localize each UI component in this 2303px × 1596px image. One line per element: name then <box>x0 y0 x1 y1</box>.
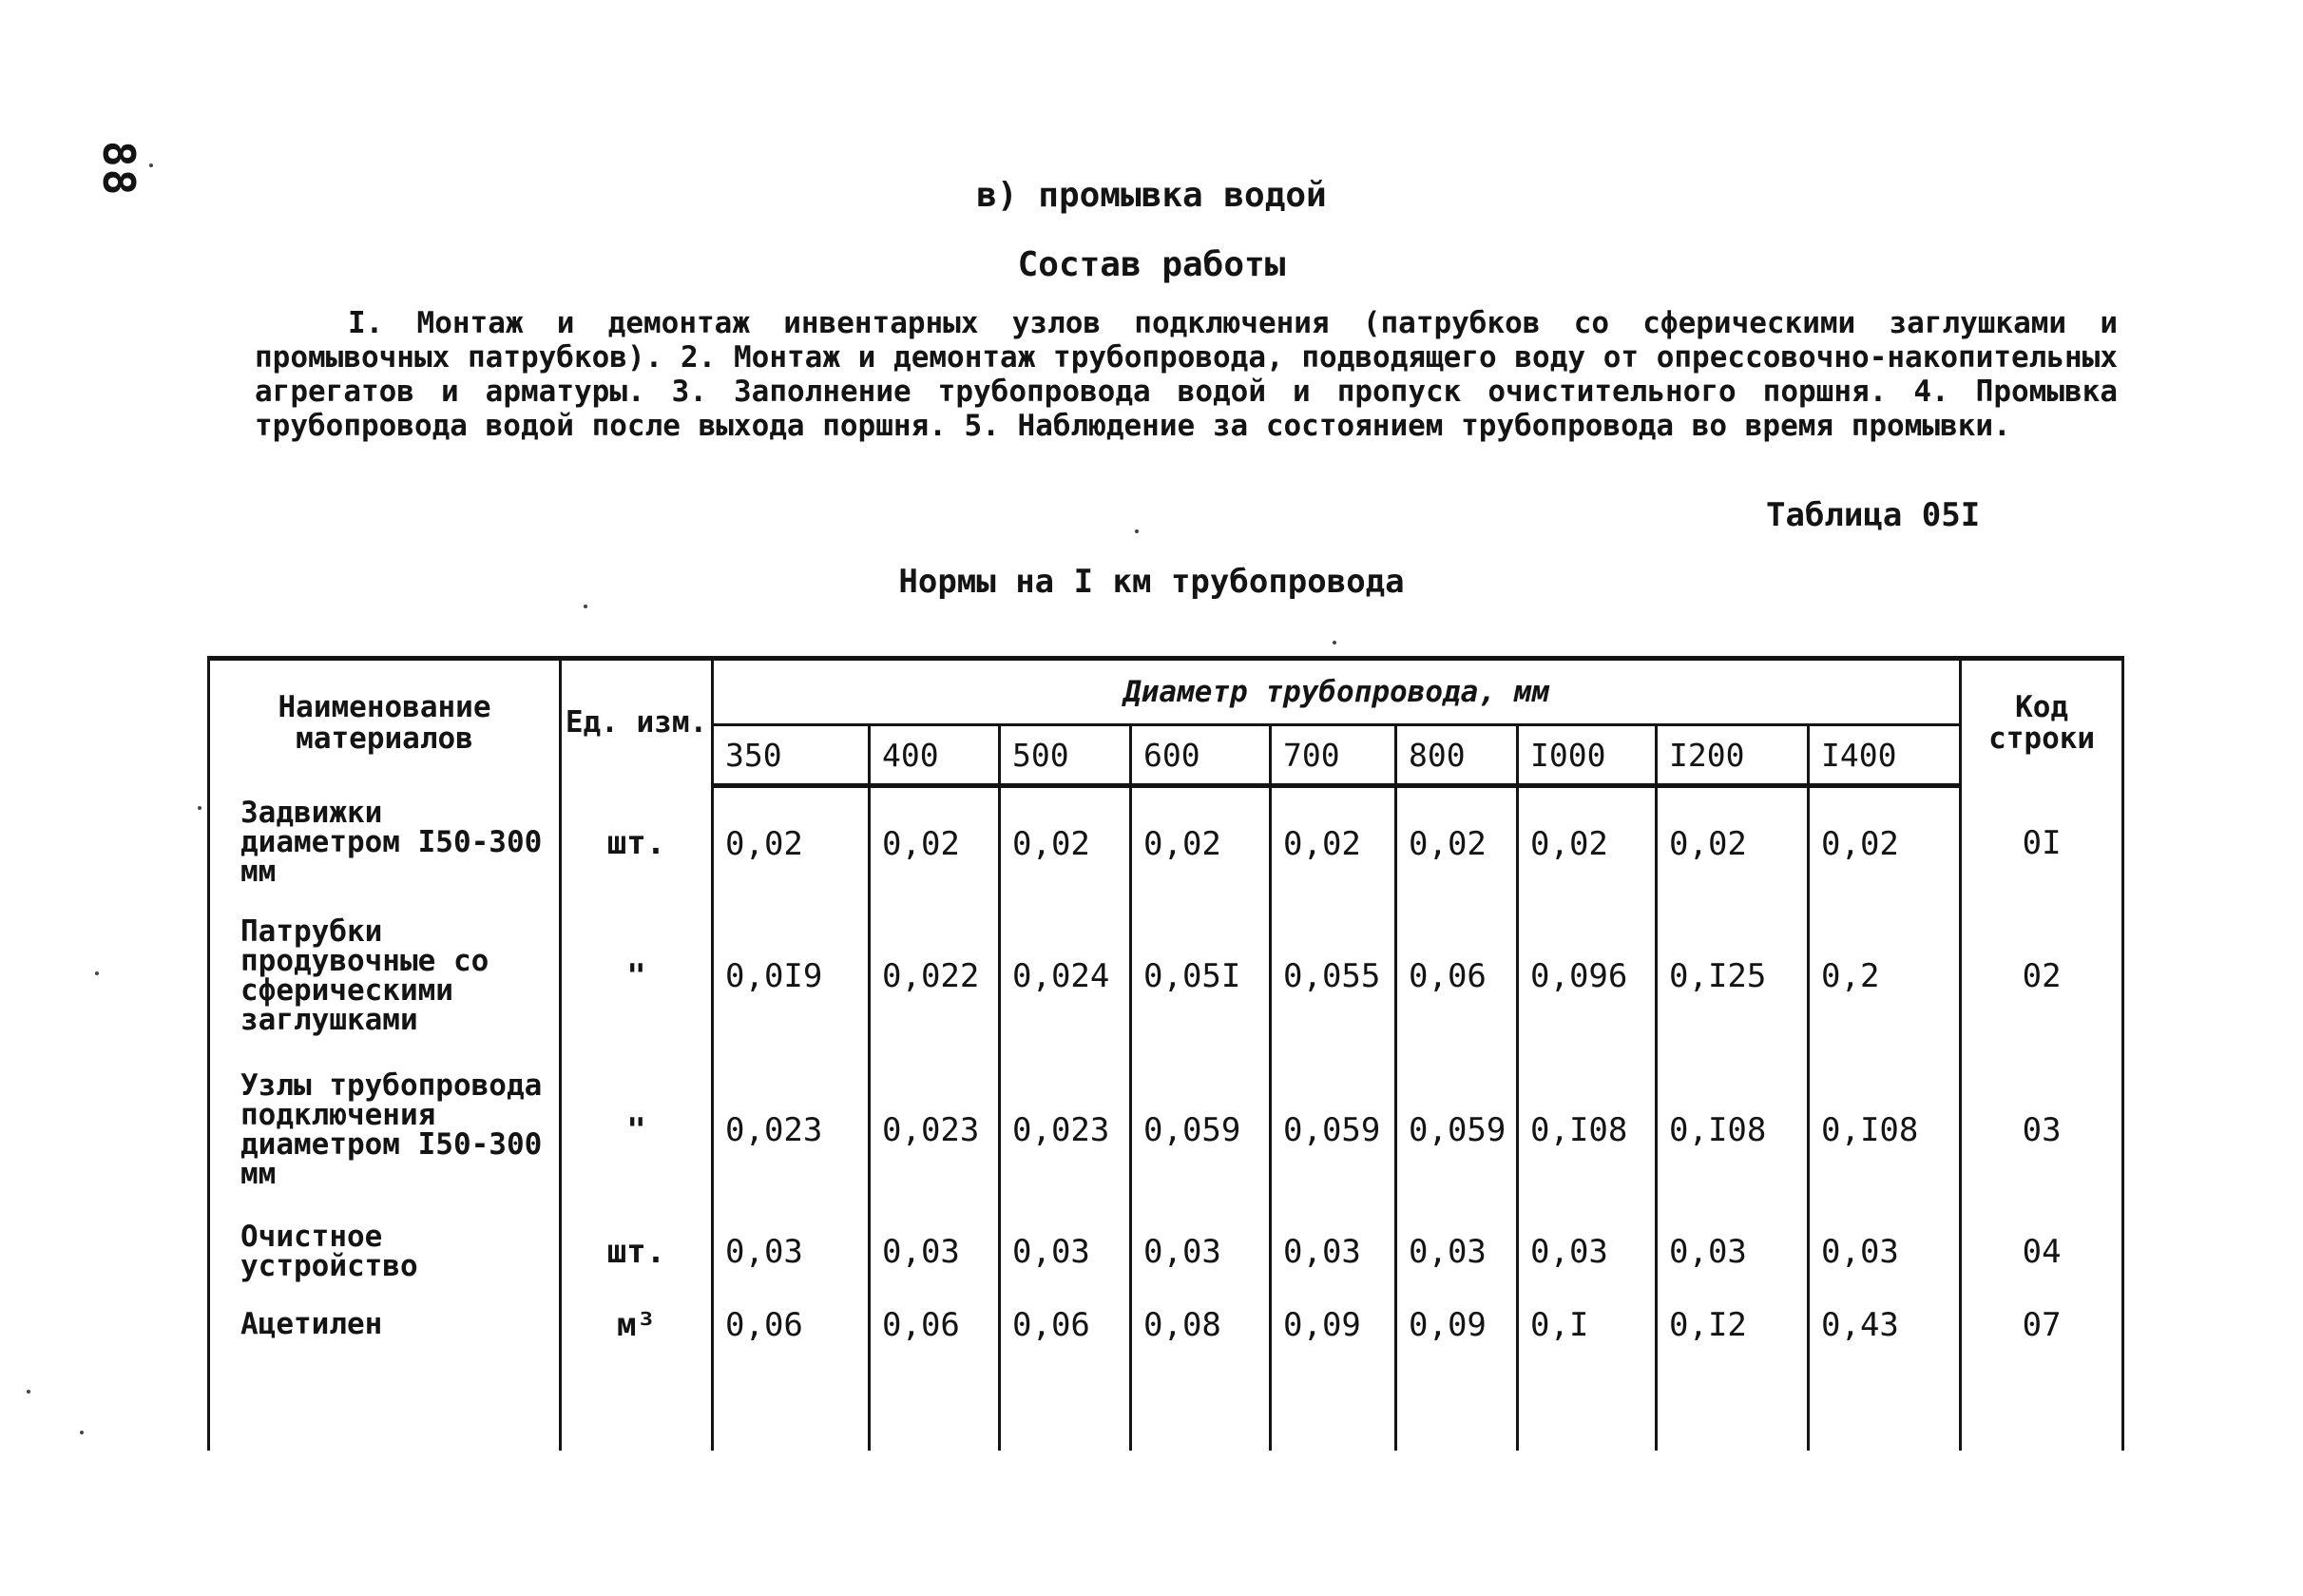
norm-value: 0,I08 <box>1518 1052 1657 1209</box>
scan-speck <box>1333 641 1336 644</box>
norm-value: 0,06 <box>713 1295 870 1356</box>
norms-table <box>207 656 2124 1451</box>
unit: шт. <box>561 1209 713 1295</box>
norm-value: 0,09 <box>1396 1295 1518 1356</box>
header-diameter-value: 350 <box>713 725 870 786</box>
norm-value: 0,059 <box>1271 1052 1396 1209</box>
norm-value: 0,02 <box>1131 786 1271 900</box>
scan-speck <box>198 806 202 810</box>
norm-value: 0,I25 <box>1657 900 1809 1052</box>
scan-speck <box>584 605 587 608</box>
row-code: 03 <box>1961 1052 2123 1209</box>
scan-speck <box>27 1390 30 1394</box>
unit: шт. <box>561 786 713 900</box>
header-diameter-value: 500 <box>1000 725 1131 786</box>
norm-value: 0,059 <box>1131 1052 1271 1209</box>
scan-speck <box>95 971 99 975</box>
norm-value: 0,03 <box>1000 1209 1131 1295</box>
work-description: I. Монтаж и демонтаж инвентарных узлов подключения (патрубков со сферическими заглушками и промывочных патрубков). 2. Монтаж и демонтаж трубопровода, подводящего воду от опрессовочно-накопительных агрегатов и арматуры. 3. Заполнение трубопровода водой и пропуск очистительного поршня. 4. Промывка трубопровода водой после выхода поршня. 5. Наблюдение за состоянием трубопровода во время промывки. <box>255 306 2118 443</box>
header-diameter-value: I400 <box>1809 725 1961 786</box>
norm-value: 0,024 <box>1000 900 1131 1052</box>
section-title: в) промывка водой <box>976 176 1327 215</box>
row-code: 02 <box>1961 900 2123 1052</box>
page-number: 88 <box>93 141 144 198</box>
norm-value: 0,08 <box>1131 1295 1271 1356</box>
norm-value: 0,02 <box>1809 786 1961 900</box>
norm-value: 0,I08 <box>1809 1052 1961 1209</box>
scan-speck <box>1135 529 1139 533</box>
header-diameter-value: 600 <box>1131 725 1271 786</box>
norm-value: 0,I2 <box>1657 1295 1809 1356</box>
table-blank-row <box>209 1356 2123 1451</box>
norms-title: Нормы на I км трубопровода <box>898 563 1405 601</box>
norm-value: 0,023 <box>713 1052 870 1209</box>
norm-value: 0,03 <box>1518 1209 1657 1295</box>
norm-value: 0,03 <box>713 1209 870 1295</box>
table-row <box>209 1052 2123 1209</box>
norm-value: 0,03 <box>1131 1209 1271 1295</box>
norm-value: 0,02 <box>1271 786 1396 900</box>
row-code: 07 <box>1961 1295 2123 1356</box>
unit: м³ <box>561 1295 713 1356</box>
norm-value: 0,05I <box>1131 900 1271 1052</box>
norm-value: 0,03 <box>1657 1209 1809 1295</box>
scan-speck <box>80 1431 84 1434</box>
norm-value: 0,I <box>1518 1295 1657 1356</box>
row-code: 04 <box>1961 1209 2123 1295</box>
norm-value: 0,I08 <box>1657 1052 1809 1209</box>
norm-value: 0,02 <box>870 786 1000 900</box>
norm-value: 0,02 <box>1396 786 1518 900</box>
header-diameter-value: I000 <box>1518 725 1657 786</box>
material-name: Патрубки продувочные со сферическими заглушками <box>209 900 561 1052</box>
material-name: Очистное устройство <box>209 1209 561 1295</box>
norm-value: 0,43 <box>1809 1295 1961 1356</box>
norm-value: 0,023 <box>870 1052 1000 1209</box>
header-row-code: Код строки <box>1961 659 2123 786</box>
table-label: Таблица 05I <box>1766 496 1981 534</box>
norm-value: 0,022 <box>870 900 1000 1052</box>
norm-value: 0,2 <box>1809 900 1961 1052</box>
table-row <box>209 900 2123 1052</box>
unit: " <box>561 900 713 1052</box>
norm-value: 0,023 <box>1000 1052 1131 1209</box>
norm-value: 0,0I9 <box>713 900 870 1052</box>
header-diameter-value: I200 <box>1657 725 1809 786</box>
header-diameter-value: 800 <box>1396 725 1518 786</box>
norm-value: 0,03 <box>870 1209 1000 1295</box>
header-unit: Ед. изм. <box>561 659 713 786</box>
norm-value: 0,055 <box>1271 900 1396 1052</box>
material-name: Задвижки диаметром I50-300 мм <box>209 786 561 900</box>
norm-value: 0,03 <box>1396 1209 1518 1295</box>
work-composition-title: Состав работы <box>1017 245 1286 284</box>
norm-value: 0,02 <box>1000 786 1131 900</box>
row-code: 0I <box>1961 786 2123 900</box>
norm-value: 0,059 <box>1396 1052 1518 1209</box>
norm-value: 0,06 <box>870 1295 1000 1356</box>
table-row <box>209 1295 2123 1356</box>
norm-value: 0,03 <box>1271 1209 1396 1295</box>
header-diameter-value: 400 <box>870 725 1000 786</box>
norm-value: 0,02 <box>1518 786 1657 900</box>
norm-value: 0,06 <box>1396 900 1518 1052</box>
norm-value: 0,096 <box>1518 900 1657 1052</box>
norm-value: 0,03 <box>1809 1209 1961 1295</box>
material-name: Узлы трубопровода подключения диаметром I50-300 мм <box>209 1052 561 1209</box>
norm-value: 0,09 <box>1271 1295 1396 1356</box>
norm-value: 0,06 <box>1000 1295 1131 1356</box>
scan-speck <box>149 163 153 167</box>
header-material-name: Наименование материалов <box>209 659 561 786</box>
table-row <box>209 1209 2123 1295</box>
table-row <box>209 786 2123 900</box>
norm-value: 0,02 <box>713 786 870 900</box>
material-name: Ацетилен <box>209 1295 561 1356</box>
header-diameter: Диаметр трубопровода, мм <box>713 659 1961 725</box>
norm-value: 0,02 <box>1657 786 1809 900</box>
header-diameter-value: 700 <box>1271 725 1396 786</box>
unit: " <box>561 1052 713 1209</box>
